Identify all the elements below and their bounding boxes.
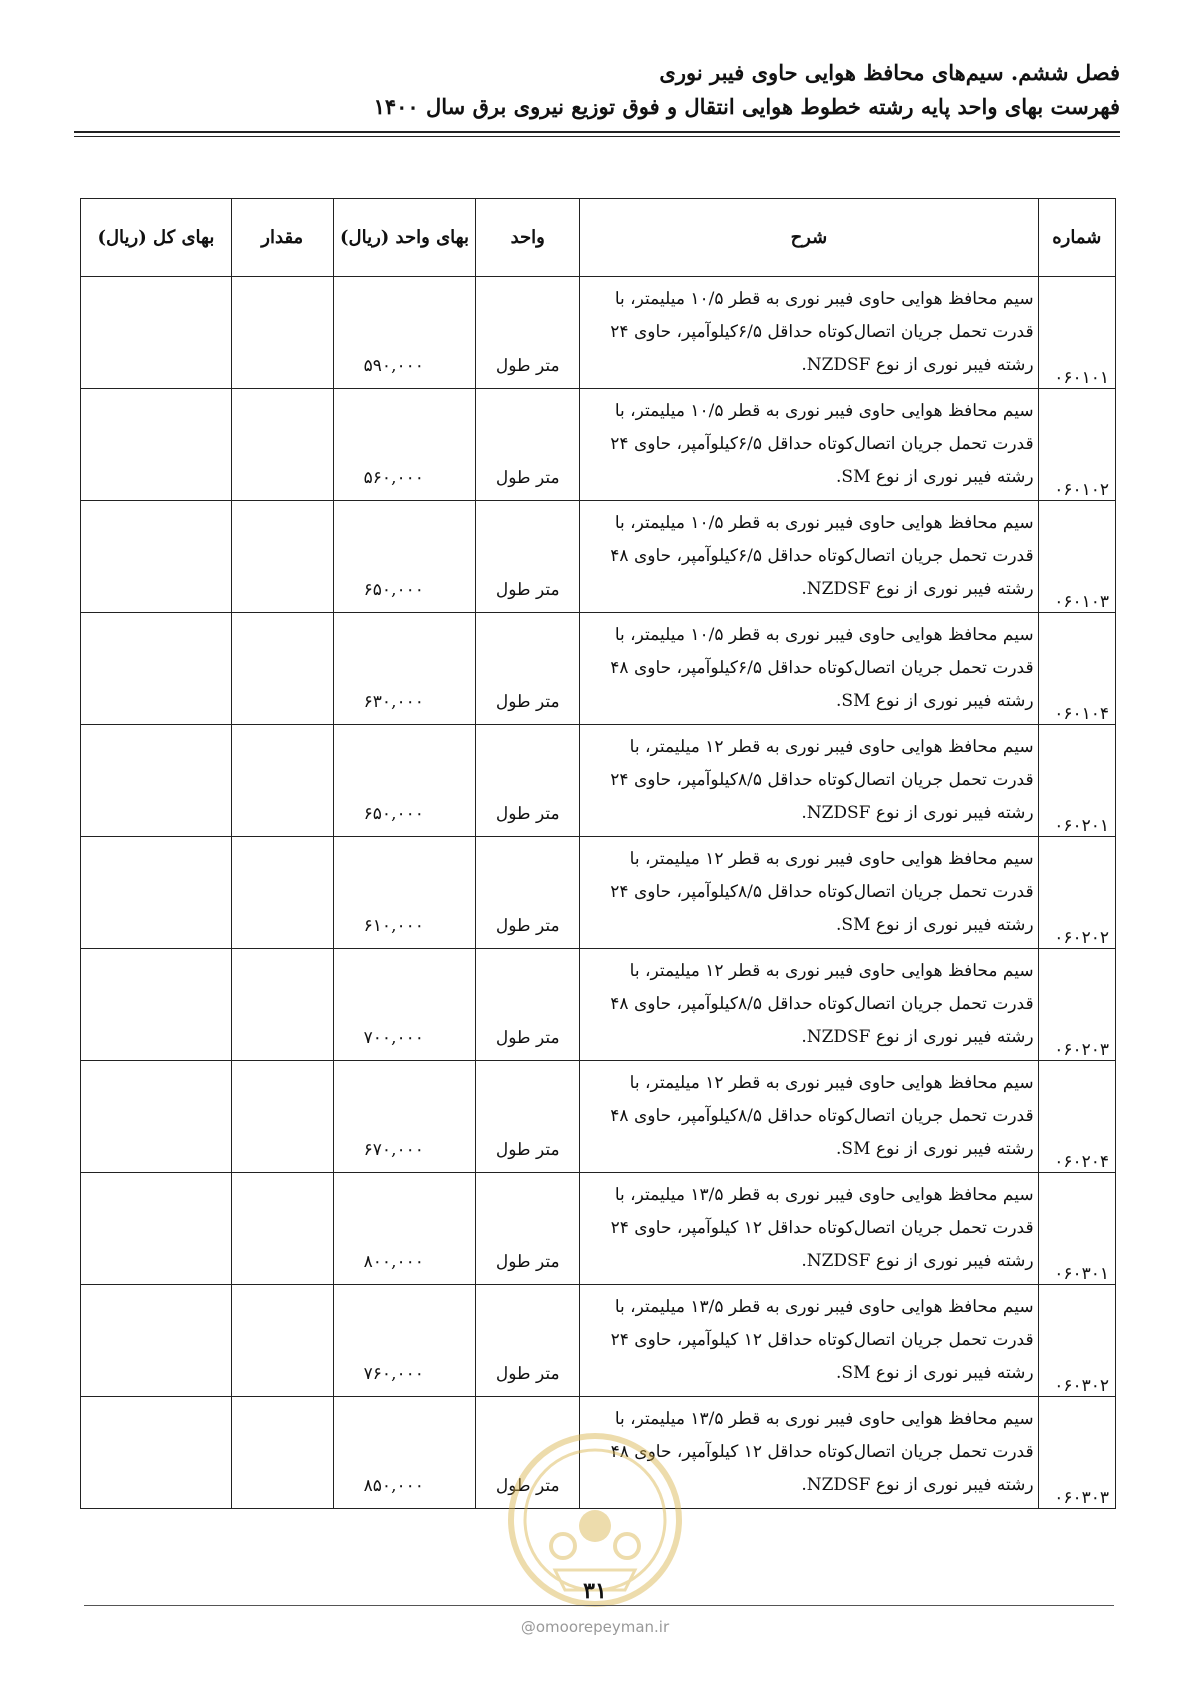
item-total-price [81,277,232,389]
item-description: سیم محافظ هوایی حاوی فیبر نوری به قطر ۱۲ میلیمتر، با قدرت تحمل جریان اتصال‌کوتاه حداقل ۸/۵کیلوآمپر، حاوی ۴۸ رشته فیبر نوری از نوع SM. [580,1061,1038,1173]
list-title: فهرست بهای واحد پایه رشته خطوط هوایی انتقال و فوق توزیع نیروی برق سال ۱۴۰۰ [373,94,1120,119]
table-row [81,501,1116,613]
header-description: شرح [580,199,1038,277]
item-total-price [81,1397,232,1509]
item-number: ۰۶۰۳۰۱ [1038,1173,1115,1285]
item-unit: متر طول [476,1285,580,1397]
table-row [81,1061,1116,1173]
table-row [81,837,1116,949]
item-description: سیم محافظ هوایی حاوی فیبر نوری به قطر ۱۳/۵ میلیمتر، با قدرت تحمل جریان اتصال‌کوتاه حداقل ۱۲ کیلوآمپر، حاوی ۴۸ رشته فیبر نوری از نوع NZDSF. [580,1397,1038,1509]
item-unit: متر طول [476,1397,580,1509]
header-number: شماره [1038,199,1115,277]
item-unit: متر طول [476,837,580,949]
header-quantity: مقدار [231,199,333,277]
item-quantity [231,837,333,949]
item-quantity [231,949,333,1061]
item-description: سیم محافظ هوایی حاوی فیبر نوری به قطر ۱۲ میلیمتر، با قدرت تحمل جریان اتصال‌کوتاه حداقل ۸/۵کیلوآمپر، حاوی ۲۴ رشته فیبر نوری از نوع SM. [580,837,1038,949]
item-number: ۰۶۰۳۰۲ [1038,1285,1115,1397]
item-quantity [231,1173,333,1285]
item-unit-price: ۶۱۰,۰۰۰ [333,837,476,949]
item-unit: متر طول [476,1173,580,1285]
item-description: سیم محافظ هوایی حاوی فیبر نوری به قطر ۱۰/۵ میلیمتر، با قدرت تحمل جریان اتصال‌کوتاه حداقل ۶/۵کیلوآمپر، حاوی ۲۴ رشته فیبر نوری از نوع NZDSF. [580,277,1038,389]
item-description: سیم محافظ هوایی حاوی فیبر نوری به قطر ۱۲ میلیمتر، با قدرت تحمل جریان اتصال‌کوتاه حداقل ۸/۵کیلوآمپر، حاوی ۲۴ رشته فیبر نوری از نوع NZDSF. [580,725,1038,837]
page-number: ۳۱ [583,1578,607,1604]
header-unit-price: بهای واحد (ریال) [333,199,476,277]
item-quantity [231,613,333,725]
item-quantity [231,389,333,501]
item-unit: متر طول [476,501,580,613]
item-description: سیم محافظ هوایی حاوی فیبر نوری به قطر ۱۰/۵ میلیمتر، با قدرت تحمل جریان اتصال‌کوتاه حداقل ۶/۵کیلوآمپر، حاوی ۴۸ رشته فیبر نوری از نوع SM. [580,613,1038,725]
item-total-price [81,949,232,1061]
item-description: سیم محافظ هوایی حاوی فیبر نوری به قطر ۱۳/۵ میلیمتر، با قدرت تحمل جریان اتصال‌کوتاه حداقل ۱۲ کیلوآمپر، حاوی ۲۴ رشته فیبر نوری از نوع NZDSF. [580,1173,1038,1285]
item-number: ۰۶۰۲۰۱ [1038,725,1115,837]
table-row [81,725,1116,837]
item-quantity [231,1397,333,1509]
item-unit-price: ۵۶۰,۰۰۰ [333,389,476,501]
item-number: ۰۶۰۲۰۲ [1038,837,1115,949]
item-unit: متر طول [476,277,580,389]
item-description: سیم محافظ هوایی حاوی فیبر نوری به قطر ۱۳/۵ میلیمتر، با قدرت تحمل جریان اتصال‌کوتاه حداقل ۱۲ کیلوآمپر، حاوی ۲۴ رشته فیبر نوری از نوع SM. [580,1285,1038,1397]
header-unit: واحد [476,199,580,277]
item-quantity [231,277,333,389]
table-row [81,277,1116,389]
chapter-title: فصل ششم. سیم‌های محافظ هوایی حاوی فیبر نوری [659,60,1120,85]
item-total-price [81,1173,232,1285]
item-unit-price: ۸۵۰,۰۰۰ [333,1397,476,1509]
item-total-price [81,613,232,725]
price-table [80,198,1116,1509]
item-unit-price: ۶۵۰,۰۰۰ [333,501,476,613]
item-unit-price: ۶۳۰,۰۰۰ [333,613,476,725]
item-quantity [231,1285,333,1397]
item-unit-price: ۵۹۰,۰۰۰ [333,277,476,389]
item-unit: متر طول [476,389,580,501]
footer-rule [84,1605,1114,1606]
table-row [81,613,1116,725]
item-number: ۰۶۰۳۰۳ [1038,1397,1115,1509]
item-number: ۰۶۰۱۰۴ [1038,613,1115,725]
item-unit-price: ۷۰۰,۰۰۰ [333,949,476,1061]
item-total-price [81,837,232,949]
table-row [81,389,1116,501]
item-description: سیم محافظ هوایی حاوی فیبر نوری به قطر ۱۰/۵ میلیمتر، با قدرت تحمل جریان اتصال‌کوتاه حداقل ۶/۵کیلوآمپر، حاوی ۴۸ رشته فیبر نوری از نوع NZDSF. [580,501,1038,613]
item-quantity [231,501,333,613]
table-body [81,277,1116,1509]
page-header [74,58,1120,122]
header-total-price: بهای کل (ریال) [81,199,232,277]
item-description: سیم محافظ هوایی حاوی فیبر نوری به قطر ۱۲ میلیمتر، با قدرت تحمل جریان اتصال‌کوتاه حداقل ۸/۵کیلوآمپر، حاوی ۴۸ رشته فیبر نوری از نوع NZDSF. [580,949,1038,1061]
item-number: ۰۶۰۱۰۲ [1038,389,1115,501]
table-row [81,1285,1116,1397]
item-total-price [81,1285,232,1397]
item-unit: متر طول [476,613,580,725]
item-unit: متر طول [476,949,580,1061]
item-unit-price: ۸۰۰,۰۰۰ [333,1173,476,1285]
header-rule-thin [74,136,1120,137]
item-total-price [81,389,232,501]
item-number: ۰۶۰۲۰۳ [1038,949,1115,1061]
item-total-price [81,501,232,613]
item-unit-price: ۷۶۰,۰۰۰ [333,1285,476,1397]
item-quantity [231,1061,333,1173]
header-rule [74,131,1120,133]
item-total-price [81,725,232,837]
table-row [81,949,1116,1061]
item-total-price [81,1061,232,1173]
item-unit: متر طول [476,1061,580,1173]
item-quantity [231,725,333,837]
table-row [81,1173,1116,1285]
item-unit: متر طول [476,725,580,837]
site-url: @omoorepeyman.ir [520,1618,670,1636]
item-number: ۰۶۰۲۰۴ [1038,1061,1115,1173]
item-description: سیم محافظ هوایی حاوی فیبر نوری به قطر ۱۰/۵ میلیمتر، با قدرت تحمل جریان اتصال‌کوتاه حداقل ۶/۵کیلوآمپر، حاوی ۲۴ رشته فیبر نوری از نوع SM. [580,389,1038,501]
item-unit-price: ۶۵۰,۰۰۰ [333,725,476,837]
item-number: ۰۶۰۱۰۱ [1038,277,1115,389]
item-number: ۰۶۰۱۰۳ [1038,501,1115,613]
item-unit-price: ۶۷۰,۰۰۰ [333,1061,476,1173]
table-header-row [81,199,1116,277]
table-row [81,1397,1116,1509]
